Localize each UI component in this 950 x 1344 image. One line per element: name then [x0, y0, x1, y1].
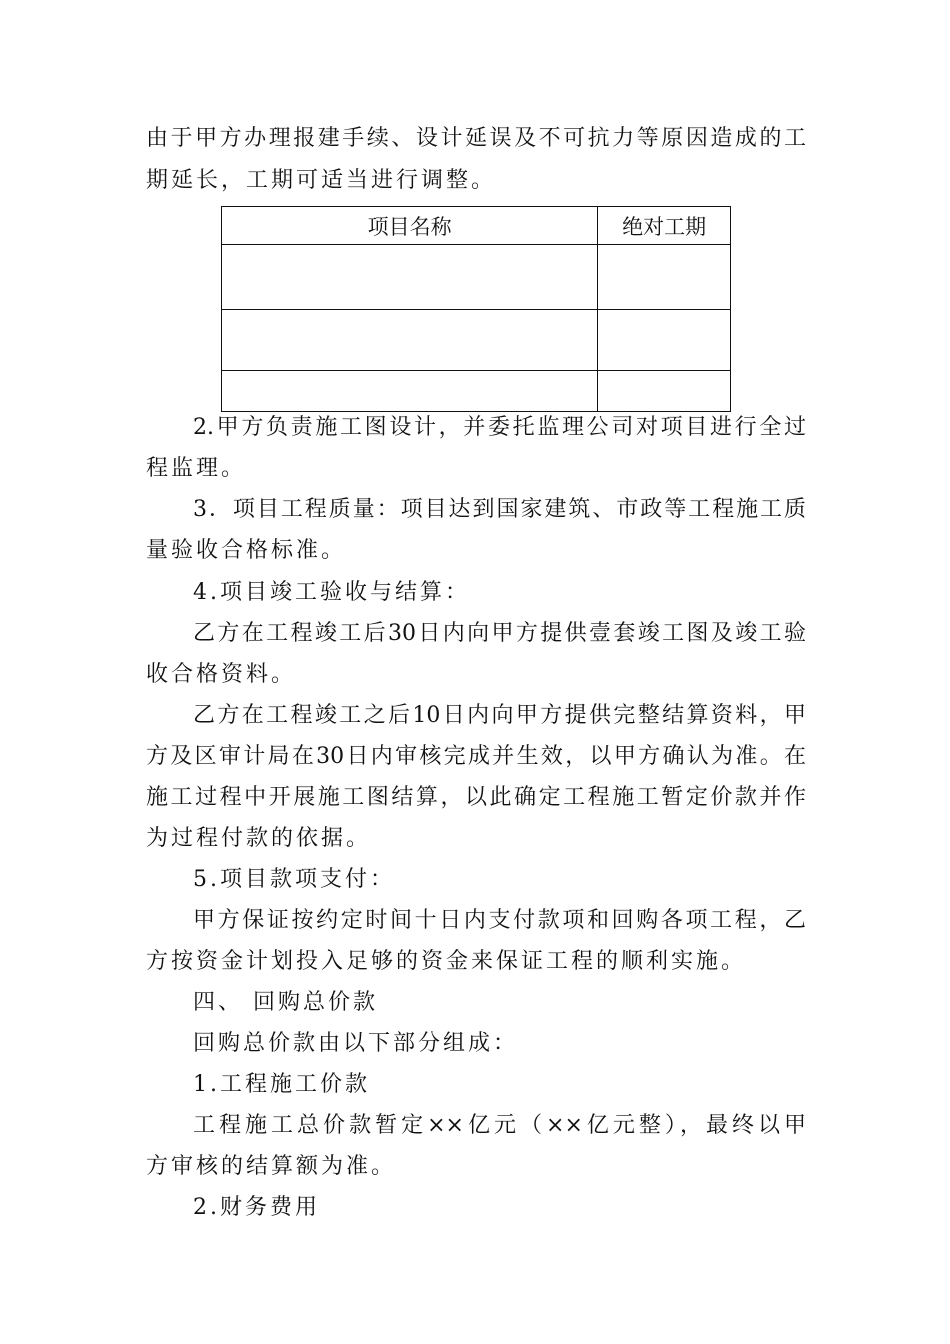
paragraph-line: 量验收合格标准。 [146, 538, 347, 563]
paragraph-line: 施工过程中开展施工图结算，以此确定工程施工暂定价款并作 [146, 785, 806, 810]
paragraph-line: 为过程付款的依据。 [146, 826, 372, 851]
paragraph-line: 程监理。 [146, 456, 247, 481]
header-absolute-duration: 绝对工期 [598, 207, 731, 245]
section-heading: 4.项目竣工验收与结算： [193, 580, 470, 605]
table-row [222, 245, 731, 310]
paragraph-line: 工程施工总价款暂定××亿元（××亿元整），最终以甲 [193, 1113, 806, 1138]
paragraph-line: 3．项目工程质量：项目达到国家建筑、市政等工程施工质 [193, 497, 806, 522]
table-cell [222, 371, 598, 412]
paragraph-line: 方按资金计划投入足够的资金来保证工程的顺利实施。 [146, 949, 747, 974]
paragraph-line: 期延长，工期可适当进行调整。 [146, 168, 497, 193]
section-heading: 2.财务费用 [193, 1195, 320, 1220]
paragraph-line: 乙方在工程竣工后30日内向甲方提供壹套竣工图及竣工验 [193, 621, 806, 646]
section-heading: 四、 回购总价款 [193, 990, 378, 1015]
table-header-row [222, 207, 731, 245]
schedule-table [221, 206, 731, 412]
paragraph-line: 由于甲方办理报建手续、设计延误及不可抗力等原因造成的工 [146, 126, 806, 151]
table-row [222, 310, 731, 371]
table-cell [222, 245, 598, 310]
paragraph-line: 收合格资料。 [146, 662, 297, 687]
paragraph-line: 回购总价款由以下部分组成： [193, 1031, 519, 1056]
section-heading: 5.项目款项支付： [193, 867, 395, 892]
paragraph-line: 方审核的结算额为准。 [146, 1154, 397, 1179]
section-heading: 1.工程施工价款 [193, 1072, 370, 1097]
table-cell [598, 371, 731, 412]
paragraph-line: 方及区审计局在30日内审核完成并生效，以甲方确认为准。在 [146, 744, 806, 769]
paragraph-line: 甲方保证按约定时间十日内支付款项和回购各项工程，乙 [193, 908, 806, 933]
table-cell [598, 245, 731, 310]
paragraph-line: 2.甲方负责施工图设计，并委托监理公司对项目进行全过 [193, 415, 806, 440]
header-project-name: 项目名称 [222, 207, 598, 245]
table-cell [222, 310, 598, 371]
paragraph-line: 乙方在工程竣工之后10日内向甲方提供完整结算资料，甲 [193, 703, 806, 728]
table-cell [598, 310, 731, 371]
table-row [222, 371, 731, 412]
